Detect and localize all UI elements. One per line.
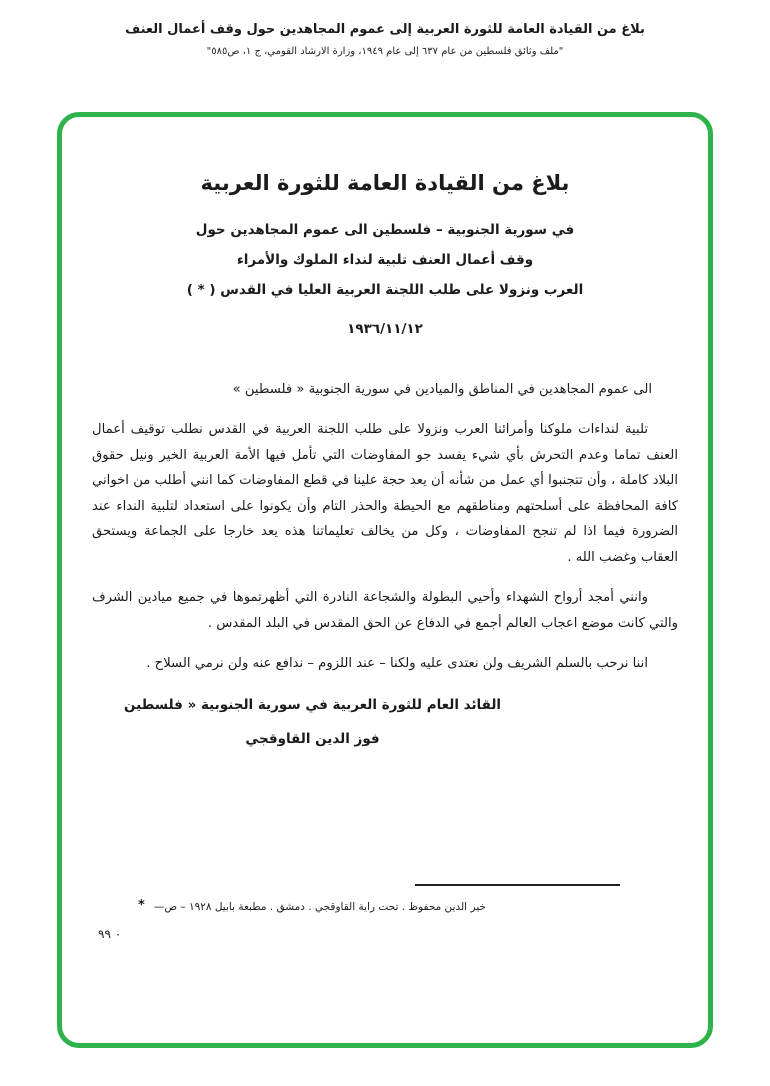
signature-block xyxy=(92,697,678,747)
header-source-citation: "ملف وثائق فلسطين من عام ٦٣٧ إلى عام ١٩٤٩، وزارة الارشاد القومي، ج ١، ص٥٨٥" xyxy=(206,46,564,57)
date-value: ١٩٣٦/١١/١٢ xyxy=(347,321,423,337)
subtitle-line-2: وقف أعمال العنف تلبية لنداء الملوك والأمراء xyxy=(236,252,534,268)
subtitle-line-1: في سورية الجنوبية – فلسطين الى عموم المجاهدين حول xyxy=(195,222,575,238)
body-paragraph-1: تلبية لنداءات ملوكنا وأمرائنا العرب ونزولا على طلب اللجنة العربية في القدس نطلب توقيف أعمال العنف تماما وعدم التحرش بأي شيء يفسد جو المفاوضات التي تأمل فيها الأمة العربية الخير ونيل حقوق البلاد كاملة ، وأن تتجنبوا أي عمل من شأنه أن يعد حجة علينا في قطع المفاوضات كما انني أطلب من اخواني كافة المحافظة على أسلحتهم ومناطقهم مع الحيطة والحذر التام وأن يكونوا على استعداد لتلبية النداء عند الضرورة فيما اذا لم تنجح المفاوضات ، وكل من يخالف تعليماتنا هذه يعد خارجا على الجماعة ويستحق العقاب وغضب الله . xyxy=(92,422,678,565)
subtitle-line-3: العرب ونزولا على طلب اللجنة العربية العليا في القدس ( * ) xyxy=(186,282,584,298)
body-paragraph-3: اننا نرحب بالسلم الشريف ولن نعتدى عليه ولكنا – عند اللزوم – ندافع عنه ولن نرمي السلاح . xyxy=(146,656,648,671)
page-number: ٠ ٩٩ xyxy=(98,927,122,941)
document-date xyxy=(92,321,678,337)
signature-name: فوز الدين القاوقجي xyxy=(245,730,380,747)
footnote-asterisk-marker: * xyxy=(138,898,145,913)
page-header xyxy=(0,0,770,57)
header-title: بلاغ من القيادة العامة للثورة العربية إلى عموم المجاهدين حول وقف أعمال العنف xyxy=(125,22,645,37)
document-subtitle xyxy=(92,215,678,305)
salutation-line: الى عموم المجاهدين في المناطق والميادين في سورية الجنوبية « فلسطين » xyxy=(232,382,652,397)
footnote-text: خير الدين محفوظ . تحت راية القاوقجي . دمشق . مطبعة بابيل ١٩٢٨ – ص— xyxy=(153,901,486,913)
body-paragraph-2: وانني أمجد أرواح الشهداء وأحيي البطولة والشجاعة النادرة التي أظهرتموها في جميع ميادين الشرف والتي كانت موضع اعجاب العالم أجمع في الدفاع عن الحق المقدس في البلد المقدس . xyxy=(92,590,678,631)
document-title: بلاغ من القيادة العامة للثورة العربية xyxy=(200,171,570,195)
footnote-area xyxy=(92,884,678,941)
document-body xyxy=(62,117,708,1043)
document-frame xyxy=(57,112,713,1048)
signature-title: القائد العام للثورة العربية في سورية الجنوبية « فلسطين xyxy=(123,696,502,713)
footnote-line xyxy=(138,899,678,915)
footnote-separator-rule xyxy=(415,884,620,886)
